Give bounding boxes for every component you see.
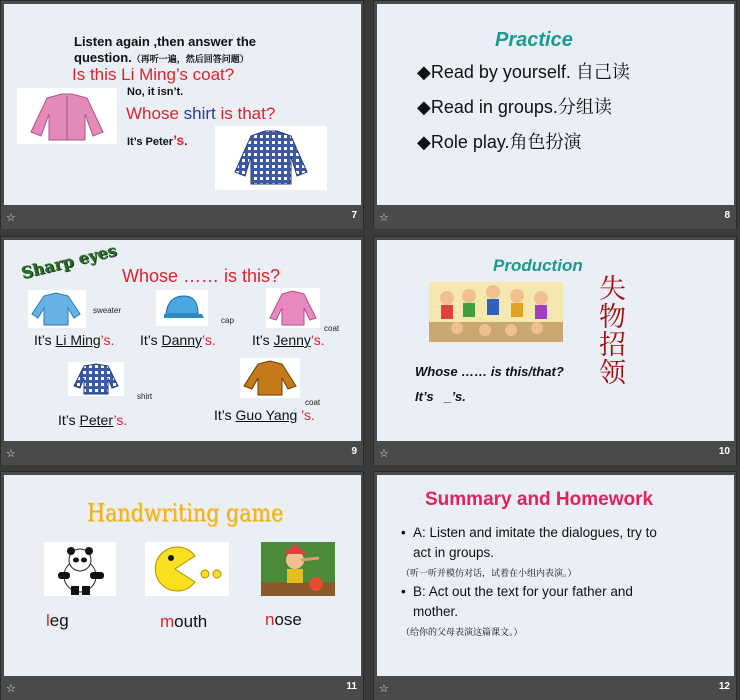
brown-coat-image: [240, 358, 300, 398]
star-icon[interactable]: ☆: [379, 682, 389, 695]
label-coat-1: coat: [324, 324, 340, 333]
bullet-a-line-1: A: Listen and imitate the dialogues, try to: [413, 525, 657, 540]
slide-11-bar: [1, 678, 363, 700]
slide-thumbnail-9[interactable]: [0, 236, 364, 465]
slide-12-bar: [374, 678, 736, 700]
answer-2-pre: It’s Peter: [127, 136, 174, 148]
slide-11-content: [4, 475, 361, 676]
answer-post: ’s.: [202, 332, 216, 348]
slide-8-bar: [374, 207, 736, 229]
star-icon[interactable]: ☆: [379, 447, 389, 460]
answer-pre: It’s: [252, 332, 274, 348]
answer-pre: It’s: [214, 407, 236, 423]
slide-10-content: [377, 240, 734, 441]
bullet-a-chinese: （听一听并模仿对话，试着在小组内表演。）: [401, 568, 577, 578]
slide-number: 8: [724, 210, 730, 221]
vertical-char: 领: [599, 358, 626, 389]
handwriting-title: Handwriting game: [87, 499, 284, 527]
slide-thumbnail-11[interactable]: [0, 471, 364, 700]
answer-post: ’s.: [100, 332, 115, 348]
answer-name: Li Ming: [55, 332, 101, 348]
production-line-1: Whose …… is this/that?: [415, 364, 564, 379]
answer-name: Peter: [79, 412, 114, 428]
answer-peter: [58, 412, 127, 428]
label-cap: cap: [221, 316, 234, 325]
label-sweater: sweater: [93, 306, 122, 315]
slide-thumbnail-12[interactable]: [373, 471, 737, 700]
answer-name: Jenny: [273, 332, 311, 348]
answer-pre: It’s: [34, 332, 56, 348]
slide-10-bar: [374, 443, 736, 465]
instruction-line-2: [74, 50, 249, 65]
star-icon[interactable]: ☆: [6, 211, 16, 224]
label-coat-2: coat: [305, 398, 321, 407]
vertical-char: 失: [599, 274, 626, 305]
question-2-pre: Whose: [126, 104, 184, 123]
instruction-line-1: Listen again ,then answer the: [74, 34, 257, 49]
production-title: Production: [493, 256, 583, 275]
lost-and-found-vertical: [599, 276, 635, 388]
label-shirt: shirt: [137, 392, 153, 401]
answer-2: [127, 132, 187, 148]
question-2-post: is that?: [215, 104, 276, 123]
vertical-char: 物: [599, 302, 626, 333]
slide-7-bar: [1, 207, 363, 229]
answer-post: ’s.: [310, 332, 325, 348]
classroom-image: [429, 282, 563, 342]
bullet-b-chinese: （给你的父母表演这篇课文。）: [401, 627, 523, 637]
word-rest: outh: [174, 612, 208, 631]
slide-number: 10: [718, 446, 730, 457]
word-nose: [265, 610, 302, 630]
question-2-word: shirt: [183, 104, 216, 123]
slide-8-content: [377, 4, 734, 205]
whose-question: Whose …… is this?: [122, 266, 281, 286]
bullet-dot: •: [401, 584, 406, 599]
practice-item-3: ◆Role play.角色扮演: [417, 132, 582, 152]
pinocchio-image: [261, 542, 335, 596]
bullet-dot: •: [401, 525, 406, 540]
bullet-b-line-2: mother.: [413, 604, 459, 619]
star-icon[interactable]: ☆: [379, 211, 389, 224]
bullet-a: [401, 525, 406, 540]
slide-number: 12: [718, 681, 730, 692]
pink-coat-image: [266, 288, 320, 328]
slide-thumbnail-7[interactable]: [0, 0, 364, 229]
answer-name: Guo Yang: [235, 407, 298, 423]
word-first-letter: l: [46, 611, 50, 630]
slide-thumbnail-10[interactable]: [373, 236, 737, 465]
answer-post: ’s.: [113, 412, 128, 428]
slide-number: 9: [351, 446, 357, 457]
word-first-letter: n: [265, 610, 275, 629]
slide-number: 11: [346, 681, 357, 692]
slide-9-content: [4, 240, 361, 441]
bullet-a-line-2: act in groups.: [413, 545, 495, 560]
word-leg: [46, 611, 69, 631]
practice-title: Practice: [495, 29, 573, 51]
answer-pre: It’s: [58, 412, 80, 428]
shirt-image: [215, 126, 327, 190]
word-rest: ose: [274, 610, 302, 629]
answer-1: No, it isn’t.: [127, 86, 184, 98]
star-icon[interactable]: ☆: [6, 447, 16, 460]
bullet-b: [401, 584, 406, 599]
practice-item-2: ◆Read in groups.分组读: [417, 97, 612, 117]
star-icon[interactable]: ☆: [6, 682, 16, 695]
question-1: Is this Li Ming’s coat?: [72, 65, 235, 84]
slide-9-bar: [1, 443, 363, 465]
word-first-letter: m: [160, 612, 175, 631]
coat-image: [17, 88, 117, 144]
answer-li-ming: [34, 332, 114, 348]
slide-7-content: [4, 4, 361, 205]
bullet-b-line-1: B: Act out the text for your father and: [413, 584, 633, 599]
checked-shirt-image: [68, 362, 124, 396]
answer-jenny: [252, 332, 325, 348]
cap-image: [156, 290, 208, 326]
sharp-eyes-logo: Sharp eyes: [19, 240, 119, 283]
answer-pre: It’s: [140, 332, 162, 348]
answer-2-dot: .: [184, 136, 188, 148]
instruction-en: question.: [74, 50, 132, 65]
answer-danny: [140, 332, 216, 348]
slide-number: 7: [351, 210, 357, 221]
question-2: [126, 104, 275, 124]
answer-guo-yang: [214, 407, 315, 423]
practice-item-1: ◆Read by yourself. 自己读: [417, 62, 630, 82]
slide-12-content: [377, 475, 734, 676]
pacman-image: [145, 542, 229, 596]
vertical-char: 招: [599, 330, 626, 361]
word-mouth: [160, 612, 207, 632]
answer-name: Danny: [161, 332, 202, 348]
sweater-image: [28, 290, 86, 328]
production-line-2: It’s _’s.: [415, 389, 466, 404]
summary-title: Summary and Homework: [425, 489, 654, 510]
instruction-cn: （再听一遍，然后回答问题）: [131, 54, 249, 64]
panda-image: [44, 542, 116, 596]
answer-post: ’s.: [297, 407, 315, 423]
answer-2-s: ’s: [173, 132, 185, 148]
word-rest: eg: [49, 611, 69, 630]
slide-thumbnail-8[interactable]: [373, 0, 737, 229]
